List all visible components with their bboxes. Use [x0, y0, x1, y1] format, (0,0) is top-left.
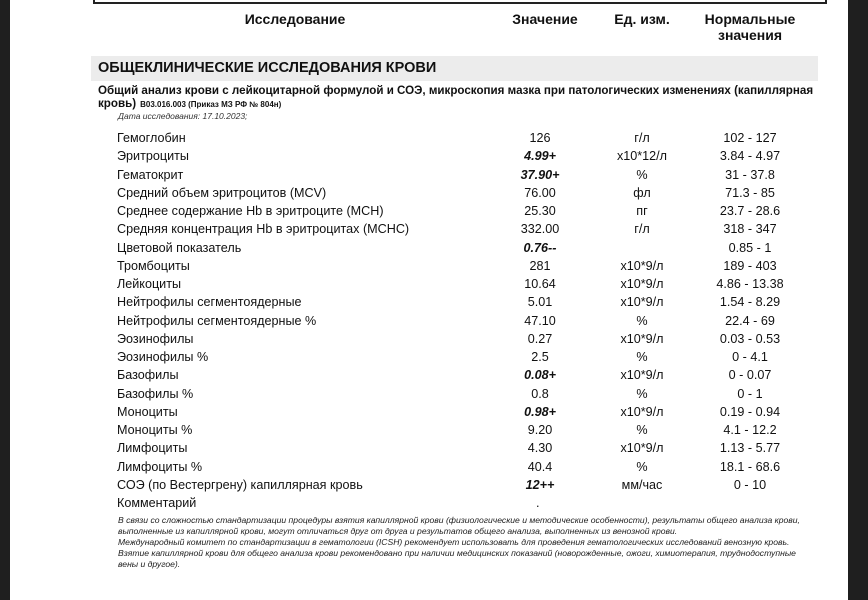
result-value: 76.00	[524, 185, 556, 200]
table-row	[10, 184, 848, 202]
result-value: 332.00	[520, 222, 560, 237]
analysis-title-text: Общий анализ крови с лейкоцитарной формулой и СОЭ, микроскопия мазка при патологических изменениях (капиллярная кровь)	[98, 84, 814, 110]
result-unit: x10*9/л	[620, 295, 664, 310]
result-norm: 1.13 - 5.77	[719, 441, 781, 456]
result-value: 47.10	[524, 313, 556, 328]
result-value: 0.76--	[523, 240, 557, 255]
result-norm: 23.7 - 28.6	[719, 204, 781, 218]
result-norm: 0 - 0.07	[728, 368, 772, 383]
result-name: Нейтрофилы сегментоядерные	[117, 295, 302, 310]
result-unit: фл	[633, 185, 651, 200]
result-value: 4.30	[527, 441, 553, 456]
result-norm: 1.54 - 8.29	[719, 295, 781, 310]
result-norm: 189 - 403	[723, 258, 777, 273]
result-name: Эозинофилы %	[117, 350, 209, 364]
analysis-code: B03.016.003 (Приказ МЗ РФ № 804н)	[140, 100, 282, 109]
result-unit: пг	[636, 204, 648, 218]
result-value: 10.64	[524, 277, 556, 291]
table-row	[10, 147, 848, 165]
table-row	[10, 220, 848, 238]
result-name: Гематокрит	[117, 167, 184, 182]
table-row	[10, 439, 848, 457]
result-value: 0.98+	[524, 404, 556, 419]
result-norm: 22.4 - 69	[725, 313, 775, 328]
result-unit: x10*9/л	[620, 404, 664, 419]
table-row	[10, 239, 848, 257]
table-row	[10, 476, 848, 494]
result-unit: %	[636, 423, 648, 437]
result-name: Лимфоциты	[117, 441, 188, 456]
table-row	[10, 330, 848, 348]
result-unit: %	[636, 167, 648, 182]
result-norm: 0 - 1	[737, 386, 763, 401]
result-value: 0.08+	[524, 368, 556, 383]
comment-label: Комментарий	[117, 496, 197, 510]
result-name: Лимфоциты %	[117, 459, 203, 474]
result-unit: x10*9/л	[620, 258, 664, 273]
result-name: Нейтрофилы сегментоядерные %	[117, 313, 317, 328]
table-row	[10, 275, 848, 293]
result-name: Базофилы %	[117, 386, 194, 401]
result-value: 281	[529, 258, 551, 273]
column-header-norm	[700, 11, 800, 43]
comment-value: .	[536, 496, 540, 510]
footnote-paragraph-1: В связи со сложностью стандартизации процедуры взятия капиллярной крови (физиологические и методические особенности), результаты общего анализа крови, выполненные из капиллярной крови, могут отличаться друг от друга и результатов общего анализа, выполненных из венозной крови.	[118, 515, 800, 536]
result-name: Гемоглобин	[117, 131, 186, 145]
table-row	[10, 403, 848, 421]
result-value: 126	[529, 131, 551, 145]
report-page	[10, 0, 848, 600]
table-row	[10, 458, 848, 476]
result-norm: 4.86 - 13.38	[716, 277, 784, 291]
result-unit: x10*9/л	[620, 368, 664, 383]
column-header-study: Исследование	[244, 11, 346, 27]
table-row	[10, 366, 848, 384]
table-row	[10, 385, 848, 403]
result-name: Среднее содержание Hb в эритроците (MCH)	[117, 204, 384, 218]
result-name: Эозинофилы	[117, 331, 194, 346]
result-unit: %	[636, 459, 648, 474]
result-unit: x10*9/л	[620, 277, 664, 291]
analysis-title	[98, 84, 818, 111]
result-name: Средняя концентрация Hb в эритроцитах (MCHC)	[117, 222, 410, 237]
result-norm: 71.3 - 85	[725, 185, 775, 200]
previous-table-border	[93, 0, 827, 4]
result-value: 0.27	[527, 331, 553, 346]
result-value: 12++	[525, 477, 555, 492]
column-header-norm-line2: значения	[718, 27, 782, 43]
section-title: ОБЩЕКЛИНИЧЕСКИЕ ИССЛЕДОВАНИЯ КРОВИ	[91, 56, 818, 81]
result-name: Средний объем эритроцитов (MCV)	[117, 185, 327, 200]
result-name: Эритроциты	[117, 149, 189, 164]
result-value: 2.5	[531, 350, 549, 364]
result-name: Тромбоциты	[117, 258, 190, 273]
footnote-paragraph-2: Международный комитет по стандартизации в гематологии (ICSH) рекомендует использовать для проведения гематологических исследований венозную кровь. Взятие капиллярной крови для общего анализа крови рекомендовано при наличии медицинских показаний (новорожденные, ожоги, химиотерапия, труднодоступные вены и другое).	[118, 537, 796, 569]
result-unit: г/л	[634, 222, 650, 237]
result-norm: 102 - 127	[723, 131, 777, 145]
column-header-unit: Ед. изм.	[614, 11, 670, 27]
table-row	[10, 421, 848, 439]
result-name: Моноциты	[117, 404, 178, 419]
column-header-value: Значение	[512, 11, 578, 27]
result-value: 5.01	[527, 295, 553, 310]
result-unit: г/л	[634, 131, 650, 145]
result-unit: x10*9/л	[620, 441, 664, 456]
result-unit: x10*9/л	[620, 331, 664, 346]
result-unit: %	[636, 313, 648, 328]
result-norm: 0 - 4.1	[732, 350, 768, 364]
result-norm: 31 - 37.8	[725, 167, 775, 182]
table-row	[10, 312, 848, 330]
result-norm: 0.85 - 1	[728, 240, 772, 255]
result-unit: x10*12/л	[616, 149, 668, 164]
result-norm: 0 - 10	[733, 477, 767, 492]
result-value: 9.20	[527, 423, 553, 437]
table-row	[10, 348, 848, 366]
result-norm: 0.19 - 0.94	[719, 404, 781, 419]
table-row	[10, 257, 848, 275]
analysis-date: Дата исследования: 17.10.2023;	[118, 111, 248, 121]
result-name: Цветовой показатель	[117, 240, 242, 255]
result-value: 25.30	[524, 204, 556, 218]
result-value: 40.4	[527, 459, 553, 474]
result-value: 0.8	[531, 386, 549, 401]
result-norm: 4.1 - 12.2	[723, 423, 777, 437]
column-header-norm-line1: Нормальные	[704, 11, 796, 27]
result-unit: мм/час	[621, 477, 663, 492]
result-norm: 3.84 - 4.97	[719, 149, 781, 164]
result-norm: 18.1 - 68.6	[719, 459, 781, 474]
table-row	[10, 129, 848, 147]
result-norm: 318 - 347	[723, 222, 777, 237]
result-name: СОЭ (по Вестергрену) капиллярная кровь	[117, 477, 363, 492]
result-name: Моноциты %	[117, 423, 193, 437]
result-value: 4.99+	[524, 149, 556, 164]
table-row	[10, 293, 848, 311]
footnote	[118, 515, 818, 570]
result-unit: %	[636, 350, 648, 364]
result-name: Лейкоциты	[117, 277, 182, 291]
result-unit: %	[636, 386, 648, 401]
result-name: Базофилы	[117, 368, 179, 383]
result-norm: 0.03 - 0.53	[719, 331, 781, 346]
table-row	[10, 166, 848, 184]
table-row	[10, 202, 848, 220]
result-value: 37.90+	[520, 167, 560, 182]
